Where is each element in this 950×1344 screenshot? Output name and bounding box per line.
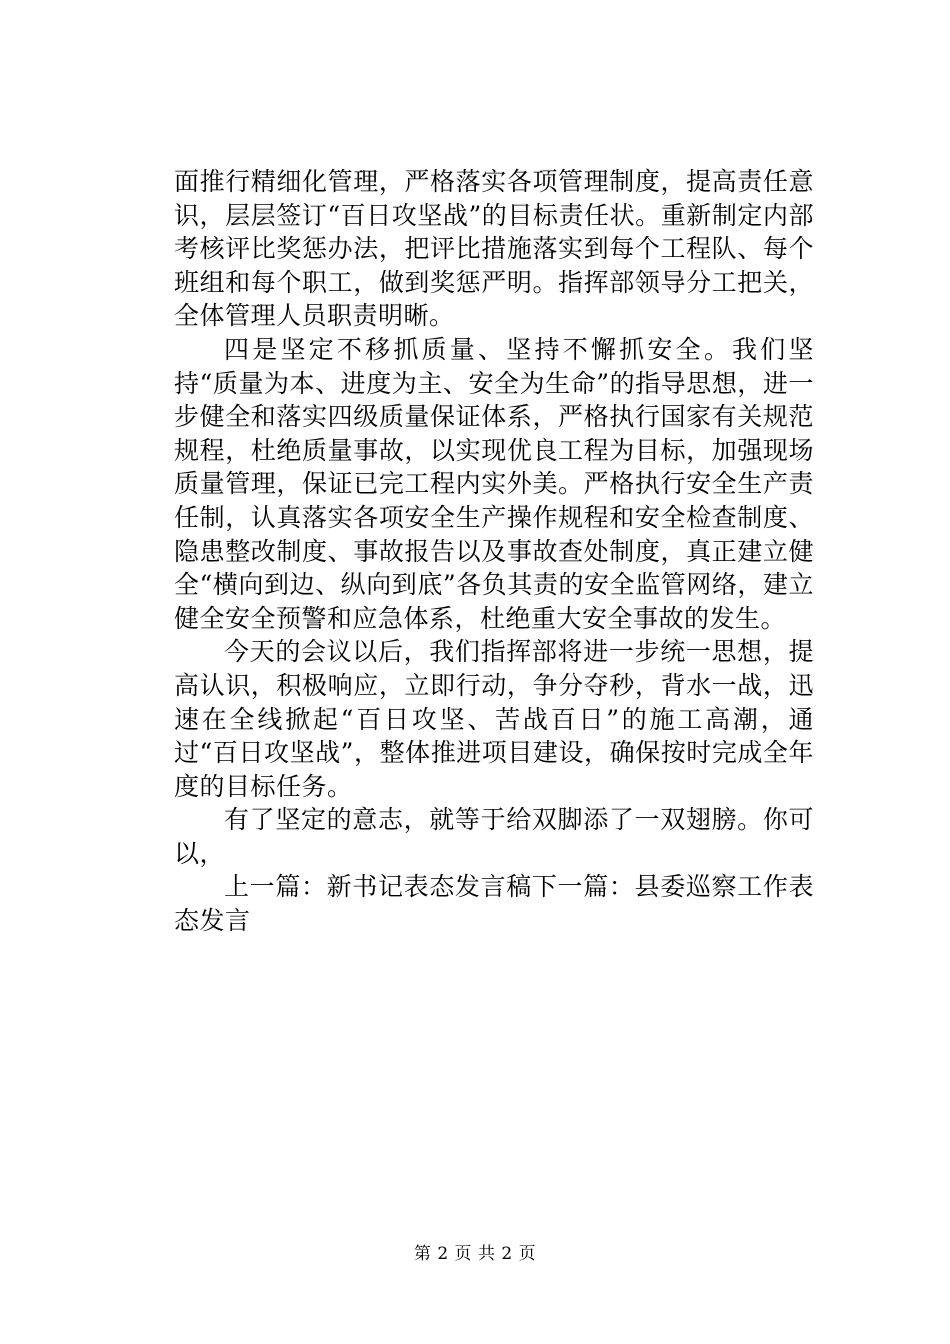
paragraph-meeting-conclusion: 今天的会议以后，我们指挥部将进一步统一思想，提高认识，积极响应，立即行动，争分夺秒，背水一战，迅速在全线掀起“百日攻坚、苦战百日”的施工高潮，通过“百日攻坚战”，整体推进项目建设，确保按时完成全年度的目标任务。 <box>174 637 814 801</box>
paragraph-continued: 面推行精细化管理，严格落实各项管理制度，提高责任意识，层层签订“百日攻坚战”的目标责任状。重新制定内部考核评比奖惩办法，把评比措施落实到每个工程队、每个班组和每个职工，做到奖惩严明。指挥部领导分工把关，全体管理人员职责明晰。 <box>174 167 814 331</box>
paragraph-closing-remark: 有了坚定的意志，就等于给双脚添了一双翅膀。你可以， <box>174 805 814 868</box>
prev-next-links[interactable]: 上一篇：新书记表态发言稿下一篇：县委巡察工作表态发言 <box>174 872 814 936</box>
paragraph-quality-safety: 四是坚定不移抓质量、坚持不懈抓安全。我们坚持“质量为本、进度为主、安全为生命”的指导思想，进一步健全和落实四级质量保证体系，严格执行国家有关规范规程，杜绝质量事故，以实现优良工程为目标，加强现场质量管理，保证已完工程内实外美。严格执行安全生产责任制，认真落实各项安全生产操作规程和安全检查制度、隐患整改制度、事故报告以及事故查处制度，真正建立健全“横向到边、纵向到底”各负其责的安全监管网络，建立健全安全预警和应急体系，杜绝重大安全事故的发生。 <box>174 334 814 633</box>
page-number-footer: 第 2 页 共 2 页 <box>413 1244 537 1264</box>
document-body <box>174 165 814 938</box>
